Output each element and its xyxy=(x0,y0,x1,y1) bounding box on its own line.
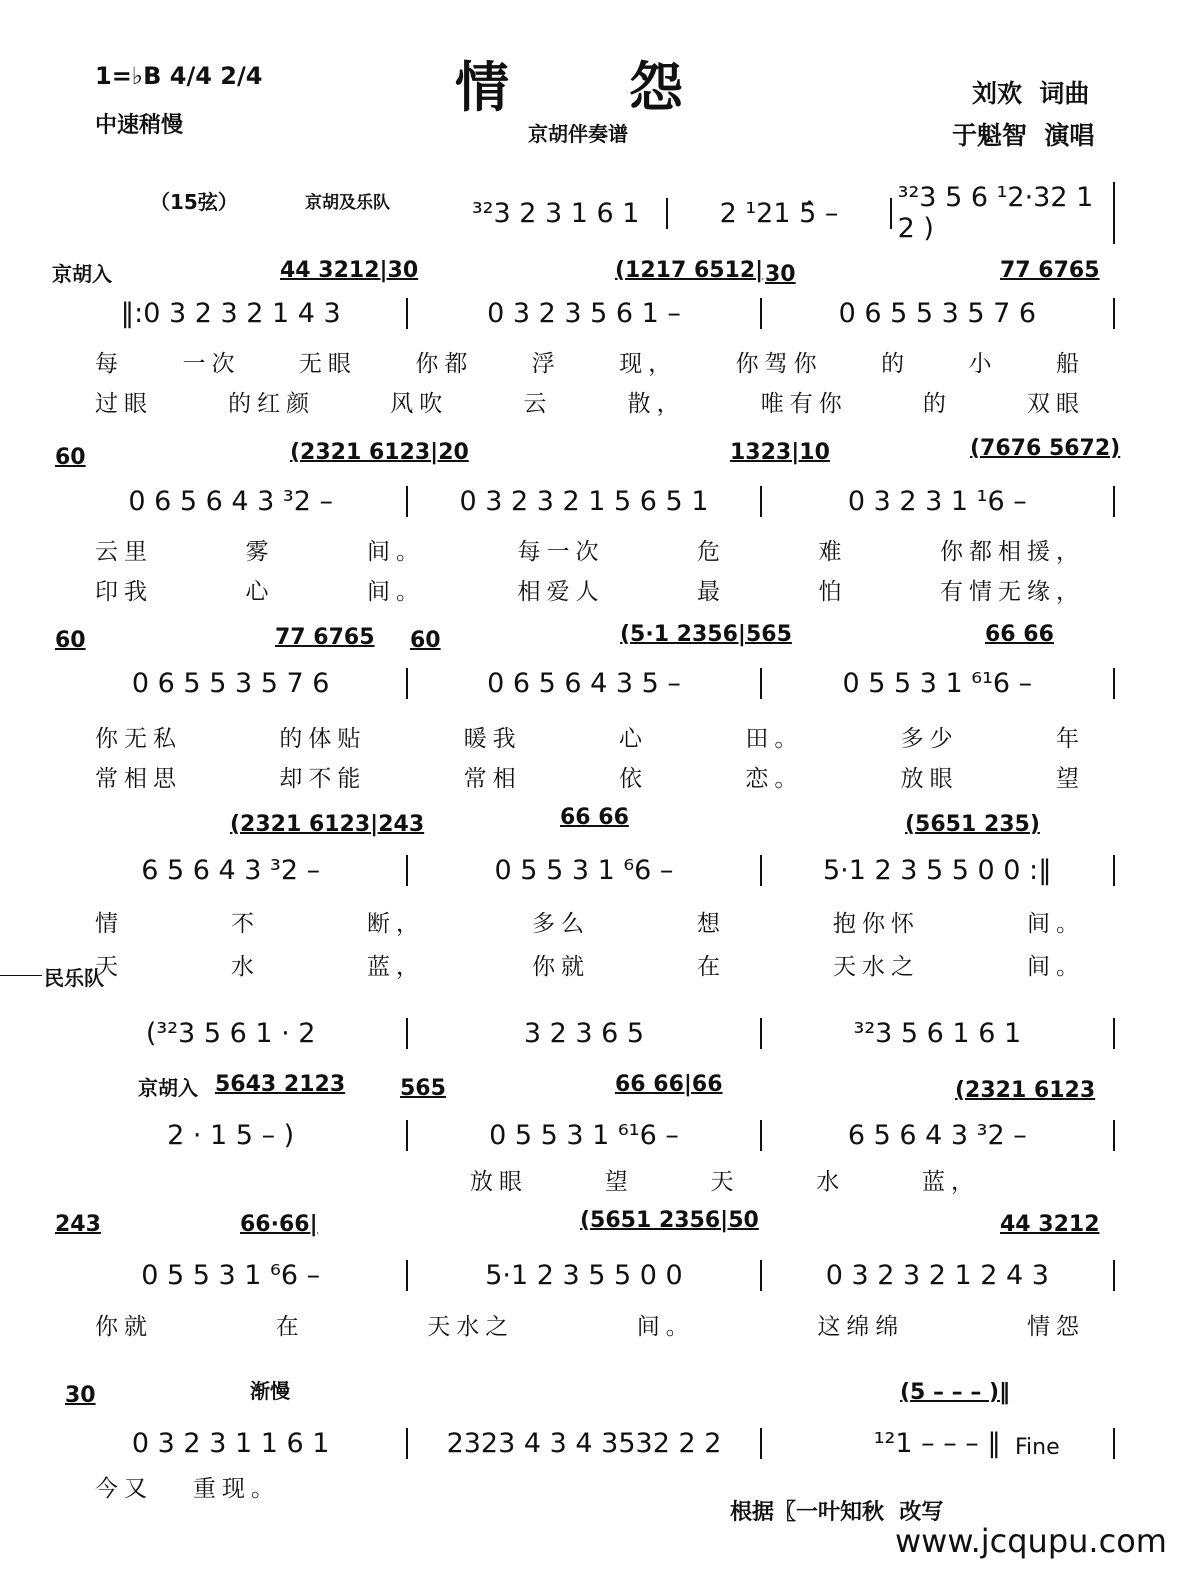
lyric-word: 常相思 xyxy=(95,766,182,792)
accompaniment-figure: 60 xyxy=(55,628,86,653)
lyricist-composer: 刘欢 词曲 xyxy=(972,79,1090,108)
lyric-word: 你无私 xyxy=(95,726,182,752)
accompaniment-figure: 77 6765 xyxy=(275,625,375,650)
notes-row xyxy=(55,665,1115,701)
lyrics-line xyxy=(55,345,1115,378)
accompaniment-figure: (5 – – – )‖ xyxy=(900,1380,1011,1405)
lyric-word: 一次 xyxy=(182,351,241,377)
lyric-word: 间。 xyxy=(1027,954,1085,980)
lyric-word: 散， xyxy=(627,391,686,417)
lyric-word: 间。 xyxy=(636,1314,695,1340)
measure: 0 5 5 3 1 ⁶¹6 – xyxy=(762,668,1115,699)
accompaniment-figure: 60 xyxy=(410,628,441,653)
measure: 3 2 3 6 5 xyxy=(408,1018,761,1049)
lyric-word: 在 xyxy=(697,954,726,980)
lyric-word: 的体贴 xyxy=(279,726,367,752)
lyric-word: 云 xyxy=(523,391,553,417)
accompaniment-figure: 243 xyxy=(55,1212,101,1237)
lyrics-line xyxy=(55,948,1115,981)
lyric-word: 你驾你 xyxy=(735,351,823,377)
measure: ³²3 5 6 ¹2·32 1 2 ) xyxy=(892,182,1115,244)
lyric-word: 间。 xyxy=(1027,911,1085,937)
lyric-word: 最 xyxy=(697,579,726,605)
fine-marking: Fine xyxy=(1015,1435,1060,1460)
lyric-word: 望 xyxy=(1055,766,1085,792)
lyric-word: 雾 xyxy=(245,539,275,565)
lyric-word: 断， xyxy=(367,911,425,937)
lyric-word: 天水之 xyxy=(833,954,920,980)
lyric-word: 暖我 xyxy=(463,726,522,752)
accompaniment-figure: (2321 6123|243 xyxy=(230,812,425,837)
accompaniment-figure: 44 3212|30 xyxy=(280,258,419,283)
lyric-word: 不 xyxy=(231,911,260,937)
lyric-word: 在 xyxy=(275,1314,305,1340)
subtitle: 京胡伴奏谱 xyxy=(528,122,628,146)
lyrics-line xyxy=(55,720,1115,753)
measure: 2 · 1 5 – ) xyxy=(55,1120,408,1151)
lyric-word: 你就 xyxy=(95,1314,153,1340)
lyric-word: 依 xyxy=(618,766,648,792)
intro-label: 京胡及乐队 xyxy=(305,193,390,213)
measure: 0 6 5 6 4 3 5 – xyxy=(408,668,761,699)
accompaniment-figure: (5651 2356|50 xyxy=(580,1208,759,1233)
lyric-word: 船 xyxy=(1055,351,1085,377)
accompaniment-figure: 66·66| xyxy=(240,1212,318,1237)
measure: 5·1 2 3 5 5 0 0 :‖ xyxy=(762,855,1115,886)
source-note: 根据〖一叶知秋 改写 xyxy=(730,1500,944,1525)
accompaniment-figure: 30 xyxy=(765,262,796,287)
lyrics-line xyxy=(55,1308,1115,1341)
lyric-word: 天 xyxy=(710,1169,740,1195)
folk-band-label: 民乐队 xyxy=(44,966,104,990)
measure: 0 3 2 3 1 ¹6 – xyxy=(762,486,1115,517)
measure: 0 5 5 3 1 ⁶6 – xyxy=(55,1260,408,1291)
lyric-word: 的红颜 xyxy=(228,391,316,417)
lyric-word: 水 xyxy=(816,1169,846,1195)
notes-row xyxy=(55,483,1115,519)
lyric-word: 恋。 xyxy=(745,766,804,792)
lyric-word: 放眼 xyxy=(900,766,959,792)
measure: ³²3 2 3 1 6 1 xyxy=(445,198,668,229)
notes-row xyxy=(55,295,1115,331)
measure: 0 6 5 5 3 5 7 6 xyxy=(762,298,1115,329)
lyric-word: 天 xyxy=(95,954,124,980)
lyric-word: 年 xyxy=(1055,726,1085,752)
lyric-word: 你都 xyxy=(415,351,474,377)
measure: 0 5 5 3 1 ⁶¹6 – xyxy=(408,1120,761,1151)
notes-row xyxy=(445,182,1115,244)
lyric-word: 每 xyxy=(95,351,124,377)
lyric-word: 多少 xyxy=(900,726,959,752)
lyric-word: 危 xyxy=(697,539,726,565)
lyric-word: 今又 xyxy=(95,1476,153,1502)
measure: ‖:0 3 2 3 2 1 4 3 xyxy=(55,298,408,329)
lyrics-line xyxy=(430,1163,1010,1196)
accompaniment-figure: 77 6765 xyxy=(1000,258,1100,283)
measure: 0 3 2 3 5 6 1 – xyxy=(408,298,761,329)
lyric-word: 想 xyxy=(697,911,726,937)
page-title: 情怨 xyxy=(455,55,803,119)
lyric-word: 怕 xyxy=(818,579,848,605)
lyric-word: 多么 xyxy=(532,911,590,937)
measure: 0 6 5 6 4 3 ³2 – xyxy=(55,486,408,517)
lyric-word: 你就 xyxy=(532,954,590,980)
lyric-word: 蓝， xyxy=(922,1169,980,1195)
accompaniment-figure: 66 66 xyxy=(560,805,629,830)
notes-row xyxy=(55,1015,1115,1051)
lyric-word: 常相 xyxy=(463,766,522,792)
website-watermark: www.jcqupu.com xyxy=(895,1522,1167,1560)
notes-row xyxy=(55,1257,1115,1293)
measure: 0 3 2 3 2 1 5 6 5 1 xyxy=(408,486,761,517)
notes-row xyxy=(55,1117,1115,1153)
lyric-word: 情 xyxy=(95,911,124,937)
accompaniment-figure: 44 3212 xyxy=(1000,1212,1100,1237)
measure: (³²3 5 6 1 · 2 xyxy=(55,1018,408,1049)
lyric-word: 却不能 xyxy=(279,766,367,792)
accompaniment-figure: 30 xyxy=(65,1383,96,1408)
jinghu-in-label: 京胡入 xyxy=(52,262,112,286)
lyric-word: 心 xyxy=(618,726,648,752)
lyric-word: 现， xyxy=(619,351,678,377)
measure: 2323 4 3 4 3532 2 2 xyxy=(408,1428,761,1459)
lyric-word: 无眼 xyxy=(298,351,357,377)
lyrics-line xyxy=(55,905,1115,938)
lyrics-line xyxy=(55,573,1115,606)
lyric-word: 印我 xyxy=(95,579,153,605)
lyric-word: 间。 xyxy=(367,539,425,565)
lyric-word: 这绵绵 xyxy=(817,1314,905,1340)
lyric-word: 心 xyxy=(245,579,275,605)
lyric-word: 的 xyxy=(881,351,911,377)
accompaniment-figure: 565 xyxy=(400,1076,446,1101)
singer: 于魁智 演唱 xyxy=(952,121,1095,150)
slower-marking: 渐慢 xyxy=(250,1379,290,1403)
accompaniment-figure: (2321 6123|20 xyxy=(290,440,469,465)
measure: 6 5 6 4 3 ³2 – xyxy=(762,1120,1115,1151)
jinghu-in-label-2: 京胡入 xyxy=(138,1076,198,1100)
measure: 0 3 2 3 2 1 2 4 3 xyxy=(762,1260,1115,1291)
accompaniment-figure: (2321 6123 xyxy=(955,1078,1096,1103)
measure: ¹²1 – – – ‖ xyxy=(762,1428,1115,1459)
lyric-word: 过眼 xyxy=(95,391,153,417)
lyric-word: 双眼 xyxy=(1026,391,1085,417)
lyric-word: 天水之 xyxy=(427,1314,515,1340)
key-signature: 1=♭B 4/4 2/4 xyxy=(95,62,263,90)
lyric-word: 重现。 xyxy=(193,1476,280,1502)
accompaniment-figure: 1323|10 xyxy=(730,440,830,465)
lyric-word: 相爱人 xyxy=(517,579,605,605)
lyric-word: 小 xyxy=(968,351,998,377)
lyric-word: 蓝， xyxy=(367,954,425,980)
measure: 2 ¹21 5̂ – xyxy=(668,198,891,229)
lyric-word: 浮 xyxy=(531,351,561,377)
lyric-word: 唯有你 xyxy=(760,391,848,417)
measure: 6 5 6 4 3 ³2 – xyxy=(55,855,408,886)
measure: ³²3 5 6 1 6 1 xyxy=(762,1018,1115,1049)
measure: 0 5 5 3 1 ⁶6 – xyxy=(408,855,761,886)
accompaniment-figure: 66 66|66 xyxy=(615,1072,723,1097)
accompaniment-figure: 5643 2123 xyxy=(215,1072,346,1097)
measure: 0 3 2 3 1 1 6 1 xyxy=(55,1428,408,1459)
measure: 5·1 2 3 5 5 0 0 xyxy=(408,1260,761,1291)
lyric-word: 放眼 xyxy=(470,1169,528,1195)
lyric-word: 情怨 xyxy=(1026,1314,1085,1340)
lyric-word: 每一次 xyxy=(517,539,605,565)
lyrics-line xyxy=(55,533,1115,566)
lyric-word: 云里 xyxy=(95,539,153,565)
notes-row xyxy=(55,1425,1115,1461)
lyric-word: 抱你怀 xyxy=(833,911,920,937)
accompaniment-figure: (5·1 2356|565 xyxy=(620,622,792,647)
lyric-word: 风吹 xyxy=(390,391,449,417)
lyric-word: 水 xyxy=(231,954,260,980)
accompaniment-figure: 60 xyxy=(55,445,86,470)
lyric-word: 田。 xyxy=(745,726,804,752)
lyrics-line xyxy=(55,760,1115,793)
lyrics-line xyxy=(55,385,1115,418)
measure: 0 6 5 5 3 5 7 6 xyxy=(55,668,408,699)
accompaniment-figure: (7676 5672) xyxy=(970,436,1121,461)
notes-row xyxy=(55,852,1115,888)
lyric-word: 你都相援， xyxy=(940,539,1085,565)
accompaniment-figure: (1217 6512| xyxy=(615,258,764,283)
tempo-marking: 中速稍慢 xyxy=(95,113,184,138)
lyric-word: 难 xyxy=(818,539,848,565)
lyric-word: 望 xyxy=(604,1169,634,1195)
lyric-word: 的 xyxy=(922,391,952,417)
lyric-word: 间。 xyxy=(367,579,425,605)
accompaniment-figure: 66 66 xyxy=(985,622,1054,647)
lyric-word: 有情无缘， xyxy=(940,579,1085,605)
accompaniment-figure: (5651 235) xyxy=(905,812,1040,837)
strings-label: （15弦） xyxy=(150,190,238,214)
divider xyxy=(0,975,42,976)
